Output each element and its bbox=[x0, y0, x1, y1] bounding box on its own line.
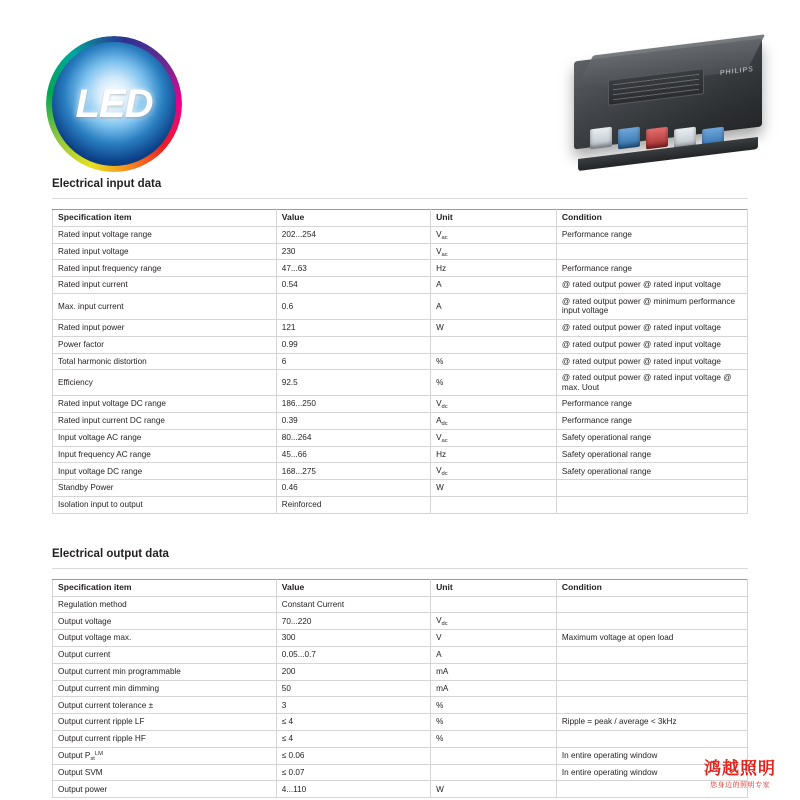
section-title: Electrical output data bbox=[52, 547, 169, 560]
output-data-table bbox=[52, 579, 748, 798]
cell-condition bbox=[556, 646, 747, 663]
cell-condition: @ rated output power @ minimum performance input voltage bbox=[556, 294, 747, 320]
cell-specification: Output power bbox=[53, 781, 277, 798]
cell-condition: Performance range bbox=[556, 396, 747, 413]
cell-unit: V bbox=[431, 630, 557, 647]
cell-value: 200 bbox=[276, 663, 430, 680]
cell-value: 3 bbox=[276, 697, 430, 714]
cell-specification: Rated input current DC range bbox=[53, 412, 277, 429]
cell-value: 168...275 bbox=[276, 463, 430, 480]
cell-specification: Output current min dimming bbox=[53, 680, 277, 697]
cell-condition bbox=[556, 480, 747, 497]
cell-unit: W bbox=[431, 781, 557, 798]
cell-unit: Hz bbox=[431, 446, 557, 463]
table-row bbox=[53, 680, 748, 697]
table-row bbox=[53, 294, 748, 320]
document-header bbox=[0, 0, 800, 178]
cell-unit: $V_{ac}$ bbox=[431, 226, 557, 243]
cell-value: 0.99 bbox=[276, 336, 430, 353]
cell-unit: % bbox=[431, 353, 557, 370]
table-row bbox=[53, 480, 748, 497]
cell-condition: Performance range bbox=[556, 226, 747, 243]
cell-unit: % bbox=[431, 697, 557, 714]
table-header-row bbox=[53, 579, 748, 596]
table-row bbox=[53, 319, 748, 336]
cell-specification: Output voltage bbox=[53, 613, 277, 630]
table-row bbox=[53, 353, 748, 370]
cell-specification: Regulation method bbox=[53, 596, 277, 613]
cell-condition: Performance range bbox=[556, 260, 747, 277]
cell-condition: @ rated output power @ rated input voltage bbox=[556, 353, 747, 370]
cell-unit: % bbox=[431, 714, 557, 731]
table-row bbox=[53, 781, 748, 798]
cell-value: 0.05...0.7 bbox=[276, 646, 430, 663]
cell-unit bbox=[431, 747, 557, 764]
cell-value: ≤ 0.07 bbox=[276, 764, 430, 781]
table-row bbox=[53, 243, 748, 260]
cell-unit: $V_{ac}$ bbox=[431, 429, 557, 446]
cell-value: Reinforced bbox=[276, 496, 430, 513]
column-header-unit: Unit bbox=[431, 210, 557, 227]
table-row bbox=[53, 764, 748, 781]
section-electrical-output-data bbox=[0, 548, 800, 798]
table-row bbox=[53, 412, 748, 429]
table-row bbox=[53, 429, 748, 446]
cell-unit bbox=[431, 336, 557, 353]
cell-value: 4...110 bbox=[276, 781, 430, 798]
cell-value: 6 bbox=[276, 353, 430, 370]
cell-specification: Output voltage max. bbox=[53, 630, 277, 647]
cell-value: 45...66 bbox=[276, 446, 430, 463]
table-row bbox=[53, 463, 748, 480]
cell-condition: Performance range bbox=[556, 412, 747, 429]
section-electrical-input-data bbox=[0, 178, 800, 514]
product-photo bbox=[568, 44, 768, 164]
table-row bbox=[53, 730, 748, 747]
cell-condition: Ripple = peak / average < 3kHz bbox=[556, 714, 747, 731]
cell-unit: W bbox=[431, 319, 557, 336]
cell-value: 0.6 bbox=[276, 294, 430, 320]
cell-condition: In entire operating window bbox=[556, 764, 747, 781]
column-header-condition: Condition bbox=[556, 579, 747, 596]
cell-value: 300 bbox=[276, 630, 430, 647]
watermark-sub-text: 您身边的照明专家 bbox=[710, 782, 770, 789]
cell-unit bbox=[431, 496, 557, 513]
cell-specification: Standby Power bbox=[53, 480, 277, 497]
cell-specification: Power factor bbox=[53, 336, 277, 353]
cell-value: 0.46 bbox=[276, 480, 430, 497]
cell-value: 50 bbox=[276, 680, 430, 697]
output-data-body bbox=[53, 596, 748, 798]
cell-unit: $A_{dc}$ bbox=[431, 412, 557, 429]
cell-specification: Rated input current bbox=[53, 277, 277, 294]
led-logo-text: LED bbox=[75, 81, 153, 126]
cell-specification: Max. input current bbox=[53, 294, 277, 320]
column-header-value: Value bbox=[276, 579, 430, 596]
table-row bbox=[53, 496, 748, 513]
cell-unit: mA bbox=[431, 663, 557, 680]
terminal-connector bbox=[590, 127, 612, 150]
table-row bbox=[53, 630, 748, 647]
cell-value: 92.5 bbox=[276, 370, 430, 396]
terminal-connector bbox=[618, 127, 640, 150]
cell-specification: Rated input frequency range bbox=[53, 260, 277, 277]
cell-value: Constant Current bbox=[276, 596, 430, 613]
cell-condition bbox=[556, 663, 747, 680]
cell-condition: Safety operational range bbox=[556, 446, 747, 463]
table-row bbox=[53, 596, 748, 613]
table-row bbox=[53, 226, 748, 243]
cell-condition bbox=[556, 697, 747, 714]
cell-specification: Rated input power bbox=[53, 319, 277, 336]
cell-specification: Input voltage AC range bbox=[53, 429, 277, 446]
cell-specification: Efficiency bbox=[53, 370, 277, 396]
cell-value: 70...220 bbox=[276, 613, 430, 630]
cell-unit: A bbox=[431, 646, 557, 663]
cell-specification: Output SVM bbox=[53, 764, 277, 781]
cell-value: 121 bbox=[276, 319, 430, 336]
section-gap bbox=[0, 514, 800, 548]
terminal-connector bbox=[646, 127, 668, 150]
table-row bbox=[53, 277, 748, 294]
cell-unit bbox=[431, 764, 557, 781]
cell-unit: % bbox=[431, 730, 557, 747]
cell-specification: Output current ripple LF bbox=[53, 714, 277, 731]
cell-condition bbox=[556, 613, 747, 630]
cell-unit: Hz bbox=[431, 260, 557, 277]
cell-specification: Input frequency AC range bbox=[53, 446, 277, 463]
cell-unit: $V_{dc}$ bbox=[431, 613, 557, 630]
table-row bbox=[53, 663, 748, 680]
cell-condition: Safety operational range bbox=[556, 463, 747, 480]
table-header-row bbox=[53, 210, 748, 227]
cell-specification: Rated input voltage bbox=[53, 243, 277, 260]
cell-specification: Total harmonic distortion bbox=[53, 353, 277, 370]
column-header-unit: Unit bbox=[431, 579, 557, 596]
table-row bbox=[53, 370, 748, 396]
cell-unit: mA bbox=[431, 680, 557, 697]
cell-condition: @ rated output power @ rated input voltage bbox=[556, 336, 747, 353]
cell-condition: Maximum voltage at open load bbox=[556, 630, 747, 647]
cell-unit: $V_{ac}$ bbox=[431, 243, 557, 260]
column-header-spec: Specification item bbox=[53, 210, 277, 227]
cell-specification: Rated input voltage DC range bbox=[53, 396, 277, 413]
watermark bbox=[704, 754, 776, 790]
cell-specification: Rated input voltage range bbox=[53, 226, 277, 243]
cell-condition: @ rated output power @ rated input voltage bbox=[556, 319, 747, 336]
cell-value: ≤ 4 bbox=[276, 714, 430, 731]
input-data-table bbox=[52, 209, 748, 514]
cell-value: 186...250 bbox=[276, 396, 430, 413]
cell-value: 0.39 bbox=[276, 412, 430, 429]
cell-specification: Output current tolerance ± bbox=[53, 697, 277, 714]
cell-specification: Output $P_{st}^{LM}$ bbox=[53, 747, 277, 764]
section-divider bbox=[52, 568, 748, 569]
watermark-main-text: 鸿越照明 bbox=[704, 759, 776, 778]
cell-condition: @ rated output power @ rated input voltage @ max. Uout bbox=[556, 370, 747, 396]
cell-value: 202...254 bbox=[276, 226, 430, 243]
table-row bbox=[53, 646, 748, 663]
cell-unit: $V_{dc}$ bbox=[431, 463, 557, 480]
cell-unit: W bbox=[431, 480, 557, 497]
column-header-condition: Condition bbox=[556, 210, 747, 227]
product-brand-text: PHILIPS bbox=[720, 65, 754, 78]
cell-condition: @ rated output power @ rated input voltage bbox=[556, 277, 747, 294]
cell-value: ≤ 4 bbox=[276, 730, 430, 747]
section-divider bbox=[52, 198, 748, 199]
cell-specification: Isolation input to output bbox=[53, 496, 277, 513]
cell-unit bbox=[431, 596, 557, 613]
table-row bbox=[53, 714, 748, 731]
cell-specification: Output current bbox=[53, 646, 277, 663]
cell-value: 230 bbox=[276, 243, 430, 260]
cell-specification: Input voltage DC range bbox=[53, 463, 277, 480]
cell-condition bbox=[556, 680, 747, 697]
cell-condition: In entire operating window bbox=[556, 747, 747, 764]
section-title: Electrical input data bbox=[52, 178, 162, 190]
table-row bbox=[53, 260, 748, 277]
cell-condition bbox=[556, 496, 747, 513]
table-row bbox=[53, 336, 748, 353]
cell-unit: $V_{dc}$ bbox=[431, 396, 557, 413]
table-row bbox=[53, 697, 748, 714]
column-header-value: Value bbox=[276, 210, 430, 227]
led-logo-badge bbox=[52, 42, 176, 166]
cell-value: 0.54 bbox=[276, 277, 430, 294]
input-data-body bbox=[53, 226, 748, 513]
column-header-spec: Specification item bbox=[53, 579, 277, 596]
cell-condition: Safety operational range bbox=[556, 429, 747, 446]
table-row bbox=[53, 613, 748, 630]
cell-unit: % bbox=[431, 370, 557, 396]
cell-unit: A bbox=[431, 277, 557, 294]
cell-condition bbox=[556, 730, 747, 747]
table-row bbox=[53, 446, 748, 463]
cell-condition bbox=[556, 243, 747, 260]
cell-condition bbox=[556, 596, 747, 613]
cell-unit: A bbox=[431, 294, 557, 320]
cell-specification: Output current min programmable bbox=[53, 663, 277, 680]
cell-value: 47...63 bbox=[276, 260, 430, 277]
cell-value: 80...264 bbox=[276, 429, 430, 446]
cell-specification: Output current ripple HF bbox=[53, 730, 277, 747]
table-row bbox=[53, 747, 748, 764]
cell-value: ≤ 0.06 bbox=[276, 747, 430, 764]
table-row bbox=[53, 396, 748, 413]
